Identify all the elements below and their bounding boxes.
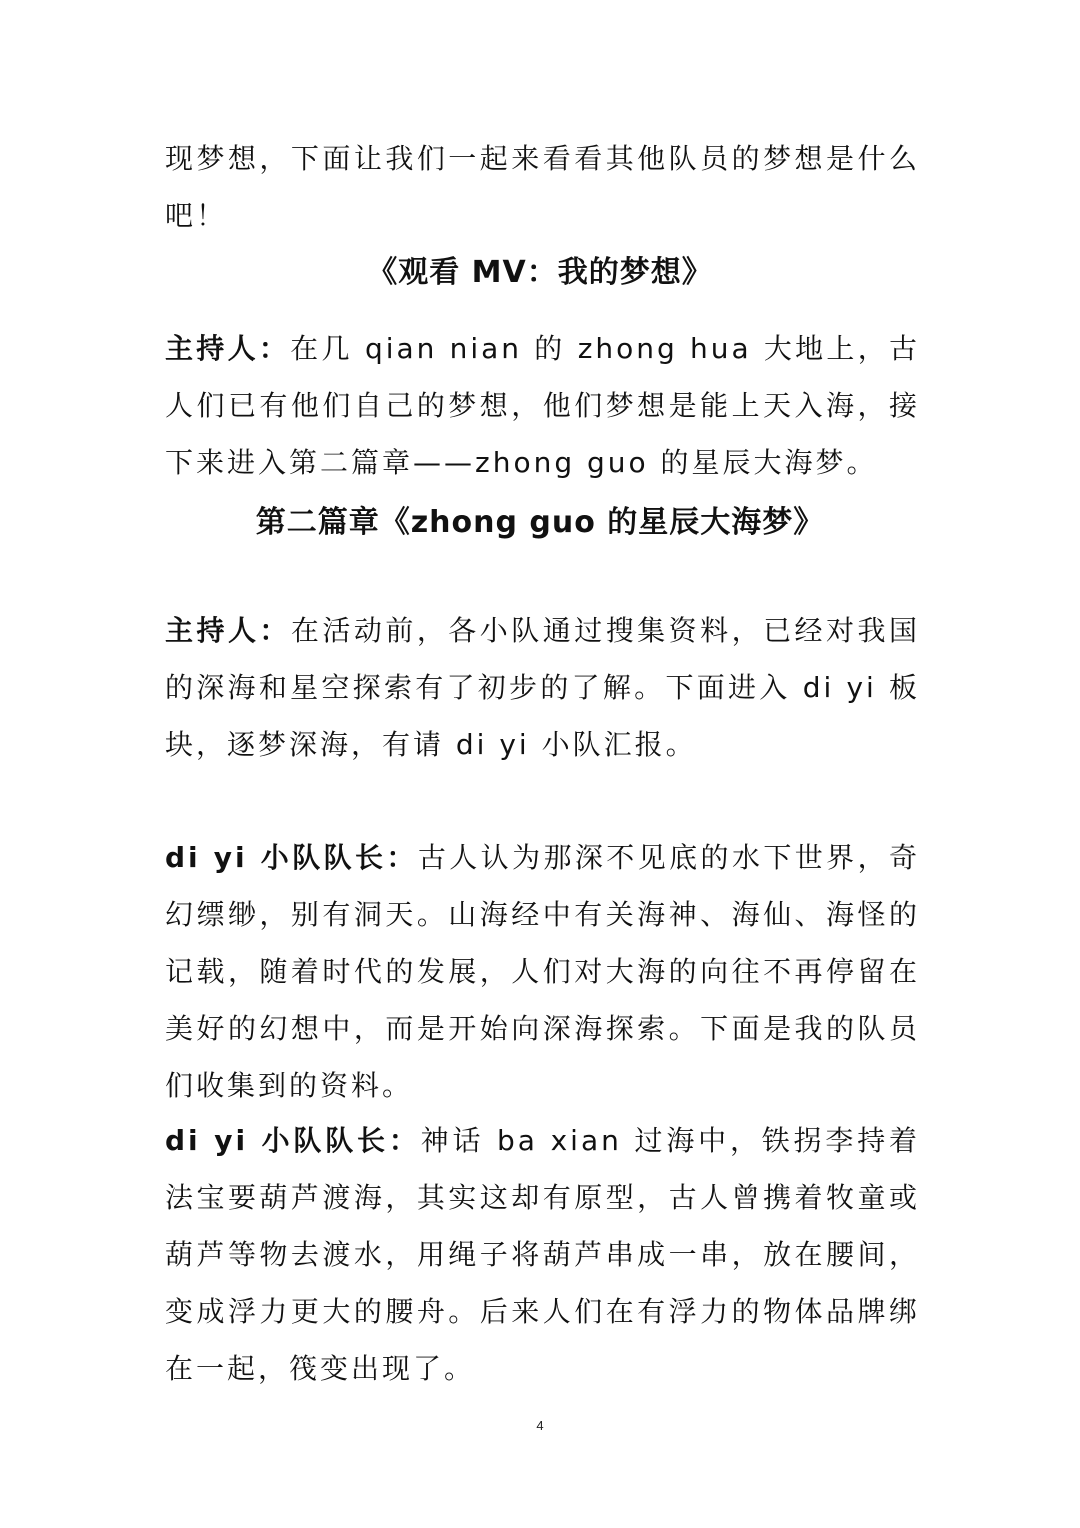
paragraph-text: 在活动前，各小队通过搜集资料，已经对我国的深海和星空探索有了初步的了解。下面进入 di yi 板块，逐梦深海，有请 di yi 小队汇报。 [165, 614, 920, 761]
speaker-label: 主持人： [165, 332, 291, 365]
leader-paragraph-2 [165, 1112, 920, 1397]
paragraph-text: 神话 ba xian 过海中，铁拐李持着法宝要葫芦渡海，其实这却有原型，古人曾携着牧童或葫芦等物去渡水，用绳子将葫芦串成一串，放在腰间，变成浮力更大的腰舟。后来人们在有浮力的物体品牌绑在一起，筏变出现了。 [165, 1124, 920, 1385]
heading-mv: 《观看 MV：我的梦想》 [367, 255, 713, 290]
page-number: 4 [536, 1418, 544, 1433]
intro-text: 现梦想，下面让我们一起来看看其他队员的梦想是什么吧！ [165, 142, 920, 232]
intro-paragraph [165, 130, 920, 244]
speaker-label: di yi 小队队长： [165, 841, 418, 874]
host-paragraph-2 [165, 602, 920, 773]
heading-chapter-2: 第二篇章《zhong guo 的星辰大海梦》 [255, 505, 825, 540]
leader-paragraph-1 [165, 829, 920, 1114]
paragraph-text: 在几 qian nian 的 zhong hua 大地上，古人们已有他们自己的梦想，他们梦想是能上天入海，接下来进入第二篇章——zhong guo 的星辰大海梦。 [165, 332, 920, 479]
speaker-label: 主持人： [165, 614, 291, 647]
host-paragraph-1 [165, 320, 920, 491]
paragraph-text: 古人认为那深不见底的水下世界，奇幻缥缈，别有洞天。山海经中有关海神、海仙、海怪的记载，随着时代的发展，人们对大海的向往不再停留在美好的幻想中，而是开始向深海探索。下面是我的队员们收集到的资料。 [165, 841, 920, 1102]
speaker-label: di yi 小队队长： [165, 1124, 421, 1157]
